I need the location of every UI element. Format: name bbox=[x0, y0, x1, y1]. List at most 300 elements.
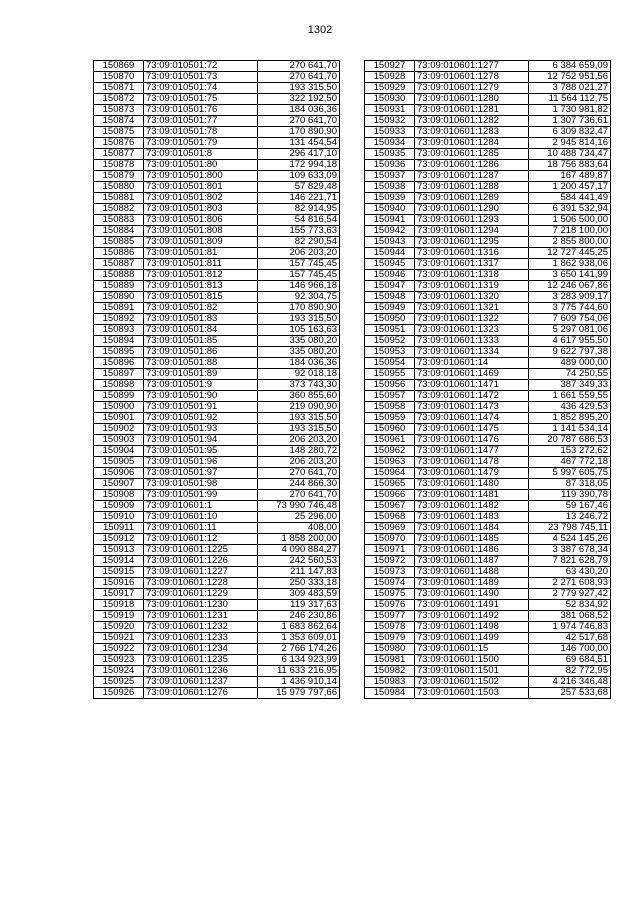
row-number-cell: 150977 bbox=[365, 611, 415, 622]
cadastral-number-cell: 73:09:010501:98 bbox=[144, 479, 258, 490]
table-row bbox=[365, 105, 611, 116]
table-row bbox=[365, 204, 611, 215]
row-number-cell: 150875 bbox=[94, 127, 144, 138]
table-row bbox=[365, 314, 611, 325]
table-row bbox=[94, 523, 340, 534]
cadastral-number-cell: 73:09:010501:81 bbox=[144, 248, 258, 259]
table-row bbox=[94, 83, 340, 94]
row-number-cell: 150938 bbox=[365, 182, 415, 193]
cadastral-number-cell: 73:09:010601:1230 bbox=[144, 600, 258, 611]
cadastral-number-cell: 73:09:010601:1288 bbox=[415, 182, 529, 193]
table-row bbox=[94, 666, 340, 677]
row-number-cell: 150920 bbox=[94, 622, 144, 633]
table-row bbox=[94, 237, 340, 248]
value-cell: 23 798 745,11 bbox=[529, 523, 611, 534]
cadastral-number-cell: 73:09:010601:1471 bbox=[415, 380, 529, 391]
value-cell: 42 517,68 bbox=[529, 633, 611, 644]
table-row bbox=[94, 677, 340, 688]
cadastral-number-cell: 73:09:010601:15 bbox=[415, 644, 529, 655]
row-number-cell: 150882 bbox=[94, 204, 144, 215]
row-number-cell: 150891 bbox=[94, 303, 144, 314]
value-cell: 1 506 500,00 bbox=[529, 215, 611, 226]
cadastral-number-cell: 73:09:010601:1476 bbox=[415, 435, 529, 446]
row-number-cell: 150886 bbox=[94, 248, 144, 259]
cadastral-number-cell: 73:09:010601:1278 bbox=[415, 72, 529, 83]
table-row bbox=[365, 534, 611, 545]
value-cell: 7 218 100,00 bbox=[529, 226, 611, 237]
value-cell: 74 250,55 bbox=[529, 369, 611, 380]
cadastral-number-cell: 73:09:010601:1503 bbox=[415, 688, 529, 699]
cadastral-number-cell: 73:09:010601:1321 bbox=[415, 303, 529, 314]
cadastral-number-cell: 73:09:010601:1228 bbox=[144, 578, 258, 589]
value-cell: 6 309 832,47 bbox=[529, 127, 611, 138]
table-row bbox=[94, 578, 340, 589]
cadastral-number-cell: 73:09:010601:1475 bbox=[415, 424, 529, 435]
cadastral-number-cell: 73:09:010501:811 bbox=[144, 259, 258, 270]
table-row bbox=[365, 116, 611, 127]
cadastral-number-cell: 73:09:010601:1226 bbox=[144, 556, 258, 567]
cadastral-number-cell: 73:09:010501:800 bbox=[144, 171, 258, 182]
value-cell: 1 858 200,00 bbox=[258, 534, 340, 545]
row-number-cell: 150900 bbox=[94, 402, 144, 413]
table-row bbox=[365, 523, 611, 534]
table-row bbox=[365, 490, 611, 501]
row-number-cell: 150896 bbox=[94, 358, 144, 369]
table-row bbox=[94, 413, 340, 424]
value-cell: 2 779 927,42 bbox=[529, 589, 611, 600]
cadastral-number-cell: 73:09:010601:1233 bbox=[144, 633, 258, 644]
value-cell: 119 390,78 bbox=[529, 490, 611, 501]
row-number-cell: 150980 bbox=[365, 644, 415, 655]
value-cell: 153 272,62 bbox=[529, 446, 611, 457]
table-row bbox=[365, 369, 611, 380]
cadastral-number-cell: 73:09:010601:1490 bbox=[415, 589, 529, 600]
value-cell: 206 203,20 bbox=[258, 248, 340, 259]
table-row bbox=[365, 578, 611, 589]
cadastral-number-cell: 73:09:010501:79 bbox=[144, 138, 258, 149]
value-cell: 206 203,20 bbox=[258, 435, 340, 446]
cadastral-number-cell: 73:09:010601:1318 bbox=[415, 270, 529, 281]
cadastral-number-cell: 73:09:010601:1227 bbox=[144, 567, 258, 578]
table-row bbox=[94, 182, 340, 193]
cadastral-number-cell: 73:09:010601:1488 bbox=[415, 567, 529, 578]
cadastral-number-cell: 73:09:010501:91 bbox=[144, 402, 258, 413]
table-row bbox=[94, 490, 340, 501]
value-cell: 1 200 457,17 bbox=[529, 182, 611, 193]
row-number-cell: 150889 bbox=[94, 281, 144, 292]
row-number-cell: 150965 bbox=[365, 479, 415, 490]
table-row bbox=[365, 248, 611, 259]
table-row bbox=[365, 611, 611, 622]
row-number-cell: 150884 bbox=[94, 226, 144, 237]
cadastral-number-cell: 73:09:010501:9 bbox=[144, 380, 258, 391]
table-row bbox=[365, 72, 611, 83]
table-row bbox=[365, 644, 611, 655]
row-number-cell: 150937 bbox=[365, 171, 415, 182]
value-cell: 7 609 754,06 bbox=[529, 314, 611, 325]
value-cell: 211 147,83 bbox=[258, 567, 340, 578]
value-cell: 270 641,70 bbox=[258, 116, 340, 127]
table-row bbox=[94, 622, 340, 633]
value-cell: 15 979 797,66 bbox=[258, 688, 340, 699]
table-row bbox=[365, 380, 611, 391]
table-row bbox=[94, 226, 340, 237]
row-number-cell: 150925 bbox=[94, 677, 144, 688]
table-row bbox=[365, 424, 611, 435]
value-cell: 148 280,72 bbox=[258, 446, 340, 457]
row-number-cell: 150978 bbox=[365, 622, 415, 633]
row-number-cell: 150883 bbox=[94, 215, 144, 226]
table-row bbox=[365, 512, 611, 523]
row-number-cell: 150888 bbox=[94, 270, 144, 281]
cadastral-number-cell: 73:09:010601:1231 bbox=[144, 611, 258, 622]
row-number-cell: 150945 bbox=[365, 259, 415, 270]
cadastral-number-cell: 73:09:010601:1283 bbox=[415, 127, 529, 138]
value-cell: 3 788 021,27 bbox=[529, 83, 611, 94]
table-row bbox=[365, 149, 611, 160]
cadastral-number-cell: 73:09:010601:1285 bbox=[415, 149, 529, 160]
row-number-cell: 150952 bbox=[365, 336, 415, 347]
table-row bbox=[94, 446, 340, 457]
cadastral-number-cell: 73:09:010601:1284 bbox=[415, 138, 529, 149]
row-number-cell: 150946 bbox=[365, 270, 415, 281]
cadastral-number-cell: 73:09:010501:82 bbox=[144, 303, 258, 314]
value-cell: 12 752 951,56 bbox=[529, 72, 611, 83]
cadastral-number-cell: 73:09:010601:1322 bbox=[415, 314, 529, 325]
value-cell: 57 829,48 bbox=[258, 182, 340, 193]
row-number-cell: 150887 bbox=[94, 259, 144, 270]
cadastral-number-cell: 73:09:010601:1282 bbox=[415, 116, 529, 127]
cadastral-number-cell: 73:09:010601:1334 bbox=[415, 347, 529, 358]
value-cell: 13 246,72 bbox=[529, 512, 611, 523]
row-number-cell: 150941 bbox=[365, 215, 415, 226]
table-row bbox=[94, 160, 340, 171]
row-number-cell: 150973 bbox=[365, 567, 415, 578]
cadastral-number-cell: 73:09:010601:14 bbox=[415, 358, 529, 369]
row-number-cell: 150934 bbox=[365, 138, 415, 149]
cadastral-number-cell: 73:09:010601:1501 bbox=[415, 666, 529, 677]
cadastral-number-cell: 73:09:010601:1 bbox=[144, 501, 258, 512]
row-number-cell: 150966 bbox=[365, 490, 415, 501]
table-row bbox=[365, 127, 611, 138]
value-cell: 219 090,90 bbox=[258, 402, 340, 413]
table-row bbox=[94, 435, 340, 446]
table-row bbox=[365, 600, 611, 611]
table-row bbox=[94, 556, 340, 567]
value-cell: 408,00 bbox=[258, 523, 340, 534]
row-number-cell: 150953 bbox=[365, 347, 415, 358]
cadastral-number-cell: 73:09:010501:86 bbox=[144, 347, 258, 358]
row-number-cell: 150949 bbox=[365, 303, 415, 314]
cadastral-number-cell: 73:09:010601:1498 bbox=[415, 622, 529, 633]
cadastral-number-cell: 73:09:010501:815 bbox=[144, 292, 258, 303]
cadastral-number-cell: 73:09:010501:73 bbox=[144, 72, 258, 83]
table-row bbox=[94, 402, 340, 413]
value-cell: 3 650 141,99 bbox=[529, 270, 611, 281]
row-number-cell: 150911 bbox=[94, 523, 144, 534]
row-number-cell: 150926 bbox=[94, 688, 144, 699]
row-number-cell: 150877 bbox=[94, 149, 144, 160]
cadastral-number-cell: 73:09:010601:1473 bbox=[415, 402, 529, 413]
cadastral-number-cell: 73:09:010601:1484 bbox=[415, 523, 529, 534]
value-cell: 105 163,63 bbox=[258, 325, 340, 336]
value-cell: 1 661 559,55 bbox=[529, 391, 611, 402]
value-cell: 1 862 938,06 bbox=[529, 259, 611, 270]
table-row bbox=[94, 369, 340, 380]
row-number-cell: 150924 bbox=[94, 666, 144, 677]
value-cell: 157 745,45 bbox=[258, 270, 340, 281]
row-number-cell: 150957 bbox=[365, 391, 415, 402]
value-cell: 92 018,18 bbox=[258, 369, 340, 380]
value-cell: 1 730 981,82 bbox=[529, 105, 611, 116]
value-cell: 360 855,60 bbox=[258, 391, 340, 402]
row-number-cell: 150915 bbox=[94, 567, 144, 578]
value-cell: 6 391 532,94 bbox=[529, 204, 611, 215]
table-row bbox=[94, 512, 340, 523]
table-row bbox=[365, 281, 611, 292]
value-cell: 1 852 895,20 bbox=[529, 413, 611, 424]
cadastral-number-cell: 73:09:010601:1477 bbox=[415, 446, 529, 457]
table-row bbox=[94, 633, 340, 644]
table-row bbox=[94, 644, 340, 655]
value-cell: 157 745,45 bbox=[258, 259, 340, 270]
row-number-cell: 150909 bbox=[94, 501, 144, 512]
value-cell: 9 622 797,38 bbox=[529, 347, 611, 358]
value-cell: 1 307 736,61 bbox=[529, 116, 611, 127]
table-row bbox=[365, 446, 611, 457]
row-number-cell: 150921 bbox=[94, 633, 144, 644]
table-row bbox=[94, 655, 340, 666]
row-number-cell: 150872 bbox=[94, 94, 144, 105]
table-row bbox=[365, 182, 611, 193]
value-cell: 12 246 067,86 bbox=[529, 281, 611, 292]
value-cell: 322 192,50 bbox=[258, 94, 340, 105]
value-cell: 193 315,50 bbox=[258, 83, 340, 94]
row-number-cell: 150923 bbox=[94, 655, 144, 666]
row-number-cell: 150880 bbox=[94, 182, 144, 193]
value-cell: 109 633,09 bbox=[258, 171, 340, 182]
value-cell: 3 775 744,60 bbox=[529, 303, 611, 314]
row-number-cell: 150936 bbox=[365, 160, 415, 171]
value-cell: 4 216 346,48 bbox=[529, 677, 611, 688]
table-row bbox=[365, 655, 611, 666]
cadastral-number-cell: 73:09:010601:1287 bbox=[415, 171, 529, 182]
cadastral-number-cell: 73:09:010501:77 bbox=[144, 116, 258, 127]
cadastral-number-cell: 73:09:010601:1478 bbox=[415, 457, 529, 468]
table-row bbox=[94, 391, 340, 402]
cadastral-number-cell: 73:09:010601:1294 bbox=[415, 226, 529, 237]
value-cell: 170 890,90 bbox=[258, 127, 340, 138]
table-row bbox=[365, 622, 611, 633]
cadastral-number-cell: 73:09:010601:1289 bbox=[415, 193, 529, 204]
cadastral-number-cell: 73:09:010601:1277 bbox=[415, 61, 529, 72]
row-number-cell: 150935 bbox=[365, 149, 415, 160]
cadastral-number-cell: 73:09:010601:1472 bbox=[415, 391, 529, 402]
table-row bbox=[365, 633, 611, 644]
cadastral-number-cell: 73:09:010601:1482 bbox=[415, 501, 529, 512]
value-cell: 270 641,70 bbox=[258, 490, 340, 501]
value-cell: 146 966,18 bbox=[258, 281, 340, 292]
row-number-cell: 150927 bbox=[365, 61, 415, 72]
table-row bbox=[94, 127, 340, 138]
table-row bbox=[94, 545, 340, 556]
value-cell: 184 036,36 bbox=[258, 105, 340, 116]
value-cell: 119 317,63 bbox=[258, 600, 340, 611]
row-number-cell: 150899 bbox=[94, 391, 144, 402]
value-cell: 206 203,20 bbox=[258, 457, 340, 468]
value-cell: 92 304,75 bbox=[258, 292, 340, 303]
cadastral-number-cell: 73:09:010601:1323 bbox=[415, 325, 529, 336]
row-number-cell: 150898 bbox=[94, 380, 144, 391]
table-row bbox=[94, 567, 340, 578]
table-row bbox=[365, 589, 611, 600]
row-number-cell: 150916 bbox=[94, 578, 144, 589]
table-row bbox=[365, 435, 611, 446]
row-number-cell: 150956 bbox=[365, 380, 415, 391]
cadastral-number-cell: 73:09:010601:1232 bbox=[144, 622, 258, 633]
row-number-cell: 150944 bbox=[365, 248, 415, 259]
row-number-cell: 150908 bbox=[94, 490, 144, 501]
value-cell: 82 290,54 bbox=[258, 237, 340, 248]
cadastral-number-cell: 73:09:010501:802 bbox=[144, 193, 258, 204]
cadastral-number-cell: 73:09:010501:85 bbox=[144, 336, 258, 347]
cadastral-number-cell: 73:09:010601:1237 bbox=[144, 677, 258, 688]
row-number-cell: 150960 bbox=[365, 424, 415, 435]
value-cell: 4 524 145,26 bbox=[529, 534, 611, 545]
cadastral-number-cell: 73:09:010501:72 bbox=[144, 61, 258, 72]
table-row bbox=[365, 303, 611, 314]
value-cell: 436 429,53 bbox=[529, 402, 611, 413]
row-number-cell: 150947 bbox=[365, 281, 415, 292]
row-number-cell: 150869 bbox=[94, 61, 144, 72]
value-cell: 172 994,18 bbox=[258, 160, 340, 171]
table-row bbox=[94, 468, 340, 479]
table-row bbox=[94, 479, 340, 490]
value-cell: 146 221,71 bbox=[258, 193, 340, 204]
value-cell: 5 297 081,06 bbox=[529, 325, 611, 336]
row-number-cell: 150939 bbox=[365, 193, 415, 204]
row-number-cell: 150876 bbox=[94, 138, 144, 149]
row-number-cell: 150890 bbox=[94, 292, 144, 303]
cadastral-number-cell: 73:09:010501:90 bbox=[144, 391, 258, 402]
row-number-cell: 150919 bbox=[94, 611, 144, 622]
table-row bbox=[365, 347, 611, 358]
row-number-cell: 150968 bbox=[365, 512, 415, 523]
table-row bbox=[94, 457, 340, 468]
cadastral-number-cell: 73:09:010601:1502 bbox=[415, 677, 529, 688]
row-number-cell: 150959 bbox=[365, 413, 415, 424]
table-row bbox=[365, 259, 611, 270]
row-number-cell: 150901 bbox=[94, 413, 144, 424]
value-cell: 4 617 955,50 bbox=[529, 336, 611, 347]
table-row bbox=[94, 248, 340, 259]
row-number-cell: 150967 bbox=[365, 501, 415, 512]
row-number-cell: 150971 bbox=[365, 545, 415, 556]
table-row bbox=[94, 325, 340, 336]
row-number-cell: 150894 bbox=[94, 336, 144, 347]
table-row bbox=[365, 292, 611, 303]
row-number-cell: 150962 bbox=[365, 446, 415, 457]
row-number-cell: 150903 bbox=[94, 435, 144, 446]
table-row bbox=[94, 688, 340, 699]
cadastral-number-cell: 73:09:010601:1279 bbox=[415, 83, 529, 94]
table-row bbox=[94, 347, 340, 358]
table-row bbox=[94, 589, 340, 600]
value-cell: 170 890,90 bbox=[258, 303, 340, 314]
cadastral-number-cell: 73:09:010601:1290 bbox=[415, 204, 529, 215]
value-cell: 373 743,30 bbox=[258, 380, 340, 391]
value-cell: 87 318,05 bbox=[529, 479, 611, 490]
cadastral-number-cell: 73:09:010601:1499 bbox=[415, 633, 529, 644]
table-row bbox=[365, 666, 611, 677]
cadastral-number-cell: 73:09:010501:84 bbox=[144, 325, 258, 336]
table-row bbox=[365, 413, 611, 424]
value-cell: 270 641,70 bbox=[258, 72, 340, 83]
cadastral-number-cell: 73:09:010501:95 bbox=[144, 446, 258, 457]
table-row bbox=[94, 259, 340, 270]
table-row bbox=[365, 83, 611, 94]
row-number-cell: 150879 bbox=[94, 171, 144, 182]
cadastral-number-cell: 73:09:010601:1316 bbox=[415, 248, 529, 259]
row-number-cell: 150974 bbox=[365, 578, 415, 589]
row-number-cell: 150942 bbox=[365, 226, 415, 237]
row-number-cell: 150906 bbox=[94, 468, 144, 479]
table-row bbox=[94, 501, 340, 512]
table-row bbox=[365, 688, 611, 699]
table-row bbox=[94, 600, 340, 611]
table-row bbox=[94, 281, 340, 292]
value-cell: 6 134 923,99 bbox=[258, 655, 340, 666]
cadastral-number-cell: 73:09:010601:1481 bbox=[415, 490, 529, 501]
row-number-cell: 150948 bbox=[365, 292, 415, 303]
row-number-cell: 150897 bbox=[94, 369, 144, 380]
table-row bbox=[365, 160, 611, 171]
table-row bbox=[365, 567, 611, 578]
cadastral-number-cell: 73:09:010601:1319 bbox=[415, 281, 529, 292]
table-row bbox=[365, 193, 611, 204]
row-number-cell: 150892 bbox=[94, 314, 144, 325]
cadastral-number-cell: 73:09:010601:1236 bbox=[144, 666, 258, 677]
table-row bbox=[365, 325, 611, 336]
row-number-cell: 150983 bbox=[365, 677, 415, 688]
cadastral-number-cell: 73:09:010601:1489 bbox=[415, 578, 529, 589]
row-number-cell: 150928 bbox=[365, 72, 415, 83]
cadastral-number-cell: 73:09:010601:1474 bbox=[415, 413, 529, 424]
row-number-cell: 150918 bbox=[94, 600, 144, 611]
left-table-body bbox=[94, 61, 340, 699]
value-cell: 20 787 686,53 bbox=[529, 435, 611, 446]
row-number-cell: 150976 bbox=[365, 600, 415, 611]
row-number-cell: 150954 bbox=[365, 358, 415, 369]
value-cell: 193 315,50 bbox=[258, 413, 340, 424]
cadastral-number-cell: 73:09:010601:1480 bbox=[415, 479, 529, 490]
table-row bbox=[94, 292, 340, 303]
row-number-cell: 150951 bbox=[365, 325, 415, 336]
cadastral-number-cell: 73:09:010601:1491 bbox=[415, 600, 529, 611]
value-cell: 7 821 628,79 bbox=[529, 556, 611, 567]
row-number-cell: 150984 bbox=[365, 688, 415, 699]
cadastral-number-cell: 73:09:010601:1293 bbox=[415, 215, 529, 226]
cadastral-number-cell: 73:09:010601:1286 bbox=[415, 160, 529, 171]
value-cell: 2 855 800,00 bbox=[529, 237, 611, 248]
table-row bbox=[365, 479, 611, 490]
value-cell: 184 036,36 bbox=[258, 358, 340, 369]
cadastral-number-cell: 73:09:010501:806 bbox=[144, 215, 258, 226]
row-number-cell: 150955 bbox=[365, 369, 415, 380]
cadastral-number-cell: 73:09:010601:1333 bbox=[415, 336, 529, 347]
cadastral-number-cell: 73:09:010501:813 bbox=[144, 281, 258, 292]
row-number-cell: 150969 bbox=[365, 523, 415, 534]
